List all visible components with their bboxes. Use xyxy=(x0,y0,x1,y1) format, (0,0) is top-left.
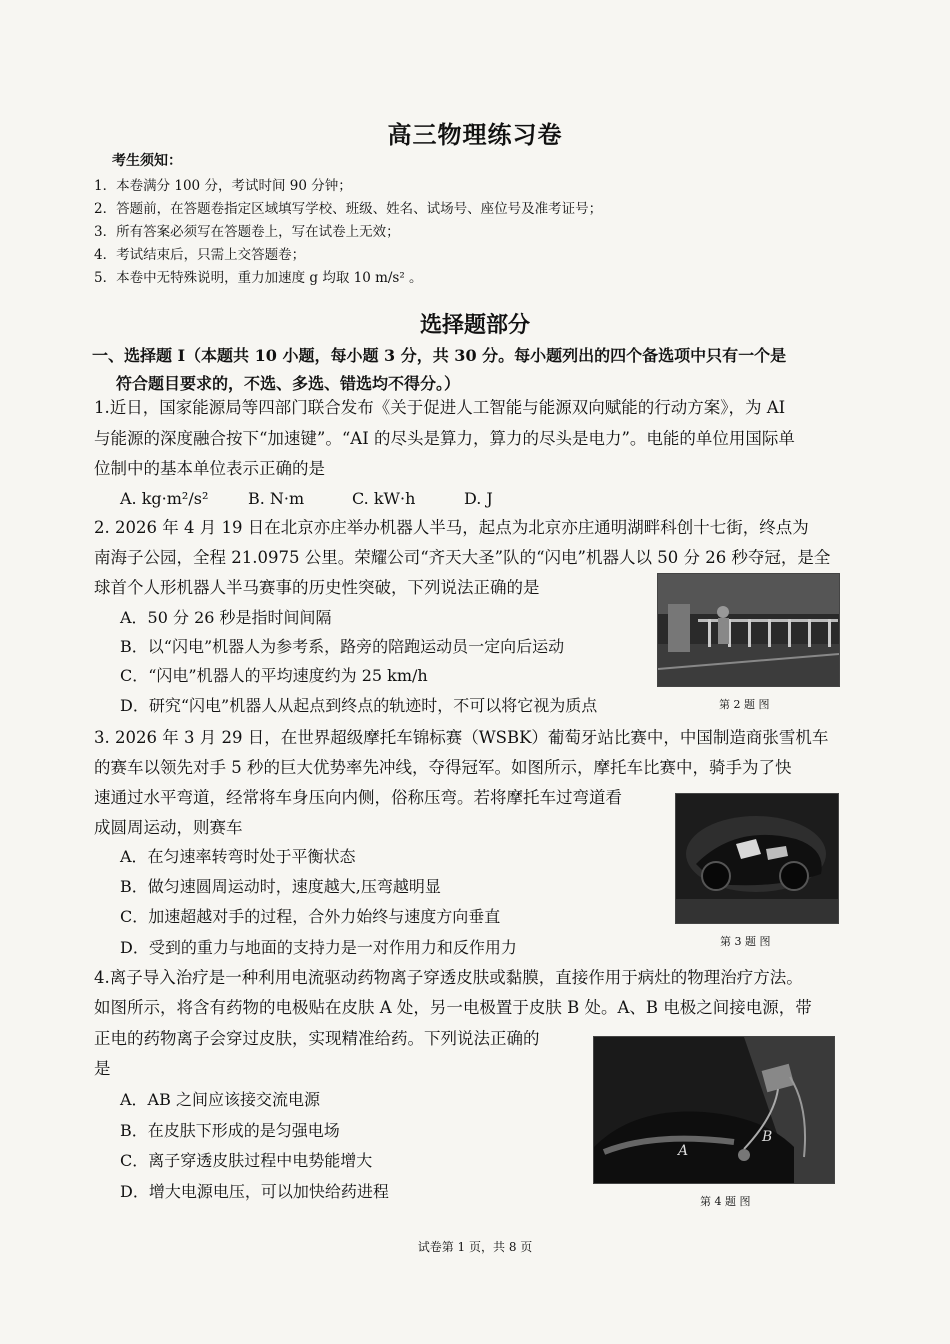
q2-option-a: A．50 分 26 秒是指时间间隔 xyxy=(120,608,332,627)
notice-item: 3．所有答案必须写在答题卷上，写在试卷上无效； xyxy=(94,224,400,240)
q4-option-c: C．离子穿透皮肤过程中电势能增大 xyxy=(120,1151,373,1170)
q4-option-b: B．在皮肤下形成的是匀强电场 xyxy=(120,1121,340,1140)
q2-option-b: B．以“闪电”机器人为参考系，路旁的陪跑运动员一定向后运动 xyxy=(120,637,565,656)
q3-stem-line: 的赛车以领先对手 5 秒的巨大优势率先冲线，夺得冠军。如图所示，摩托车比赛中，骑手为了快 xyxy=(94,758,792,777)
part-instructions-line2: 符合题目要求的，不选、多选、错选均不得分。） xyxy=(116,374,461,393)
q3-stem-line: 成圆周运动，则赛车 xyxy=(94,818,243,837)
part-instructions-line1: 一、选择题 I（本题共 10 小题，每小题 3 分，共 30 分。每小题列出的四个备选项中只有一个是 xyxy=(92,346,787,365)
q4-stem-line: 如图所示，将含有药物的电极贴在皮肤 A 处，另一电极置于皮肤 B 处。A、B 电极之间接电源，带 xyxy=(94,998,812,1017)
exam-title: 高三物理练习卷 xyxy=(387,120,563,149)
notice-heading: 考生须知： xyxy=(112,153,182,169)
q4-iontophoresis-photo xyxy=(593,1036,835,1184)
q3-stem-line: 3. 2026 年 3 月 29 日，在世界超级摩托车锦标赛（WSBK）葡萄牙站比赛中，中国制造商张雪机车 xyxy=(94,728,829,747)
q4-photo-label-a: A xyxy=(678,1143,689,1159)
q3-stem-line: 速通过水平弯道，经常将车身压向内侧，俗称压弯。若将摩托车过弯道看 xyxy=(94,788,622,807)
q1-option-b: B. N·m xyxy=(248,489,305,508)
q1-option-a: A. kg·m²/s² xyxy=(120,489,209,508)
q3-option-b: B．做匀速圆周运动时，速度越大,压弯越明显 xyxy=(120,877,441,896)
q3-option-d: D．受到的重力与地面的支持力是一对作用力和反作用力 xyxy=(120,938,517,957)
q3-option-c: C．加速超越对手的过程，合外力始终与速度方向垂直 xyxy=(120,907,501,926)
q2-figure-caption: 第 2 题 图 xyxy=(719,698,770,711)
q4-figure-caption: 第 4 题 图 xyxy=(700,1195,751,1208)
q2-stem-line: 南海子公园，全程 21.0975 公里。荣耀公司“齐天大圣”队的“闪电”机器人以 50 分 26 秒夺冠，是全 xyxy=(94,548,831,567)
q3-figure-caption: 第 3 题 图 xyxy=(720,935,771,948)
q4-option-d: D．增大电源电压，可以加快给药进程 xyxy=(120,1182,389,1201)
q1-stem-line: 1.近日，国家能源局等四部门联合发布《关于促进人工智能与能源双向赋能的行动方案》，为 AI xyxy=(94,398,786,417)
q4-stem-line: 正电的药物离子会穿过皮肤，实现精准给药。下列说法正确的 xyxy=(94,1029,540,1048)
q2-option-d: D．研究“闪电”机器人从起点到终点的轨迹时，不可以将它视为质点 xyxy=(120,696,598,715)
q2-option-c: C．“闪电”机器人的平均速度约为 25 km/h xyxy=(120,666,428,685)
q1-option-d: D. J xyxy=(464,489,493,508)
section-title: 选择题部分 xyxy=(419,312,530,338)
q1-option-c: C. kW·h xyxy=(352,489,416,508)
notice-item: 1．本卷满分 100 分，考试时间 90 分钟； xyxy=(94,178,352,194)
q3-motorcycle-photo xyxy=(675,793,839,924)
q3-option-a: A．在匀速率转弯时处于平衡状态 xyxy=(120,847,356,866)
q2-stem-line: 球首个人形机器人半马赛事的历史性突破，下列说法正确的是 xyxy=(94,578,540,597)
q1-stem-line: 位制中的基本单位表示正确的是 xyxy=(94,459,325,478)
notice-item: 4．考试结束后，只需上交答题卷； xyxy=(94,247,306,263)
q4-stem-line: 是 xyxy=(94,1059,111,1078)
q2-robot-photo xyxy=(657,573,840,687)
q4-stem-line: 4.离子导入治疗是一种利用电流驱动药物离子穿透皮肤或黏膜，直接作用于病灶的物理治疗方法。 xyxy=(94,968,803,987)
q1-stem-line: 与能源的深度融合按下“加速键”。“AI 的尽头是算力，算力的尽头是电力”。电能的单位用国际单 xyxy=(94,429,795,448)
notice-item: 5．本卷中无特殊说明，重力加速度 g 均取 10 m/s² 。 xyxy=(94,270,423,286)
page-footer: 试卷第 1 页，共 8 页 xyxy=(417,1240,533,1254)
q4-option-a: A．AB 之间应该接交流电源 xyxy=(120,1090,320,1109)
q4-photo-label-b: B xyxy=(762,1129,773,1145)
notice-item: 2．答题前，在答题卷指定区域填写学校、班级、姓名、试场号、座位号及准考证号； xyxy=(94,201,603,217)
q2-stem-line: 2. 2026 年 4 月 19 日在北京亦庄举办机器人半马，起点为北京亦庄通明湖畔科创十七街，终点为 xyxy=(94,518,809,537)
